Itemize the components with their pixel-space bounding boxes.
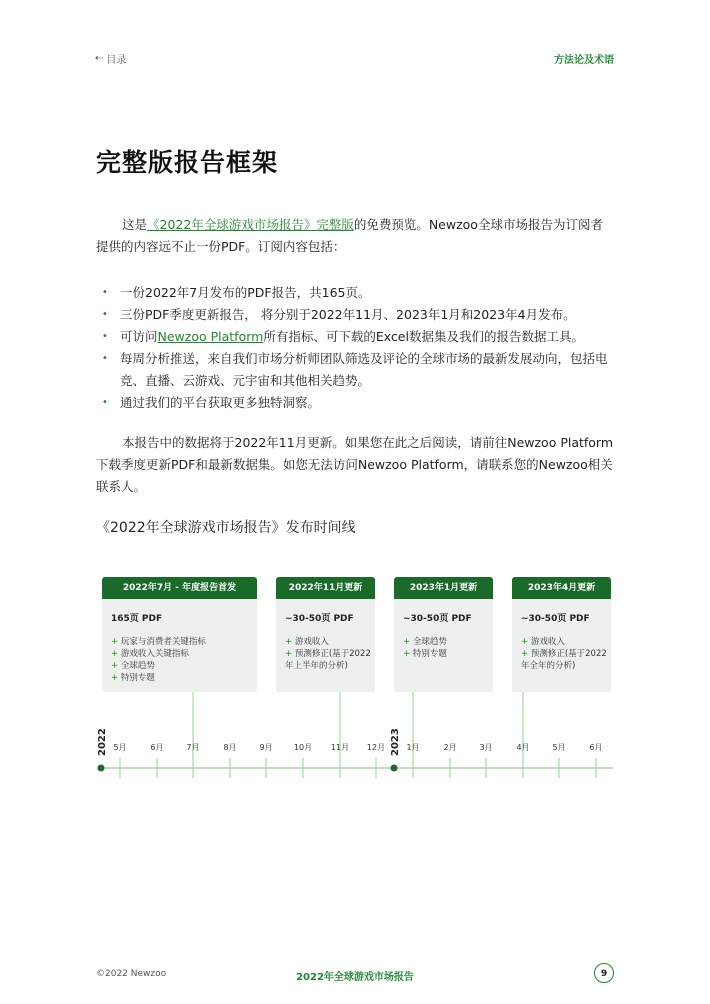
card-header: 2022年7月 - 年度报告首发 [102,577,257,599]
year-start-dot [98,765,105,772]
card-item-text: 特别专题 [412,649,447,659]
card-items [403,636,493,660]
card-item [521,636,611,648]
copyright: ©2022 Newzoo [96,969,167,979]
month-label: 1月 [406,743,420,752]
footer-report-title: 2022年全球游戏市场报告 [296,972,414,983]
month-label: 3月 [479,743,493,752]
list-item [100,326,616,348]
month-label: 11月 [330,743,350,752]
plus-icon: + [111,637,121,647]
bullet-icon: • [102,287,108,298]
plus-icon: + [403,637,413,647]
card-item-text: 玩家与消费者关键指标 [120,637,206,647]
plus-icon: + [111,673,121,683]
list-item-text: 所有指标、可下载的Excel数据集及我们的报告数据工具。 [263,329,584,344]
card-item [111,672,257,684]
bullet-icon: • [102,309,108,320]
card-size: 165页 PDF [111,614,163,624]
card-item-text: 全球趋势 [120,661,155,671]
timeline-title: 《2022年全球游戏市场报告》发布时间线 [96,520,356,536]
card-items [111,636,257,684]
card-item-text: 预测修正(基于2022年上半年的分析) [285,649,371,671]
plus-icon: + [521,637,531,647]
list-item-text: 一份2022年7月发布的PDF报告，共165页。 [120,285,371,300]
month-label: 6月 [150,743,164,752]
month-label: 8月 [223,743,237,752]
full-report-link[interactable]: 《2022年全球游戏市场报告》完整版 [147,217,354,232]
plus-icon: + [403,649,413,659]
timeline-card [102,577,257,692]
list-item-text: 每周分析推送，来自我们市场分析师团队筛选及评论的全球市场的最新发展动向，包括电竞、直播、云游戏、元宇宙和其他相关趋势。 [120,351,608,388]
card-item-text: 特别专题 [120,673,155,683]
card-item-text: 游戏收入 [294,637,329,647]
list-item [100,348,616,392]
page-number: 9 [594,963,614,983]
month-label: 9月 [259,743,273,752]
card-item [403,636,493,648]
card-item [111,648,257,660]
month-label: 6月 [589,743,603,752]
card-item [111,636,257,648]
back-to-contents-link[interactable] [95,51,126,66]
intro-rest: 的免费预览。Newzoo全球市场报告为订阅者提供的内容远不止一份PDF。订阅内容包括： [96,217,603,254]
month-label: 12月 [366,743,386,752]
intro-paragraph [96,214,614,258]
section-link[interactable]: 方法论及术语 [554,55,614,66]
year-label: 2023 [390,728,401,756]
list-item [100,392,616,414]
page-title: 完整版报告框架 [96,148,279,177]
card-item [285,636,375,648]
month-label: 2月 [443,743,457,752]
card-item-text: 全球趋势 [412,637,447,647]
plus-icon: + [111,661,121,671]
timeline-axis [0,690,710,790]
card-item-text: 游戏收入关键指标 [120,649,189,659]
year-start-dot [391,765,398,772]
subscription-list [100,282,616,414]
card-size: ~30-50页 PDF [403,614,472,624]
list-item [100,304,616,326]
month-label: 5月 [552,743,566,752]
month-label: 10月 [293,743,313,752]
list-item [100,282,616,304]
arrow-left-icon: ⇠ [95,53,104,64]
year-label: 2022 [97,728,108,756]
list-item-text: 可访问 [120,329,158,344]
bullet-icon: • [102,331,108,342]
intro-lead: 这是 [122,217,148,232]
bullet-icon: • [102,397,108,408]
month-label: 4月 [516,743,530,752]
card-item [285,648,375,672]
newzoo-platform-link[interactable]: Newzoo Platform [157,329,264,344]
card-item-text: 预测修正(基于2022年全年的分析) [521,649,607,671]
card-items [521,636,611,672]
card-header: 2022年11月更新 [276,577,375,599]
card-item [521,648,611,672]
timeline-card [276,577,375,692]
list-item-text: 通过我们的平台获取更多独特洞察。 [120,395,321,410]
plus-icon: + [521,649,531,659]
month-label: 7月 [186,743,200,752]
card-size: ~30-50页 PDF [285,614,354,624]
bullet-icon: • [102,353,108,364]
card-size: ~30-50页 PDF [521,614,590,624]
back-label: 目录 [106,55,127,66]
card-header: 2023年4月更新 [512,577,611,599]
card-items [285,636,375,672]
timeline-card [394,577,493,692]
card-header: 2023年1月更新 [394,577,493,599]
card-item-text: 游戏收入 [530,637,565,647]
plus-icon: + [285,649,295,659]
card-item [403,648,493,660]
update-note: 本报告中的数据将于2022年11月更新。如果您在此之后阅读，请前往Newzoo Platform下载季度更新PDF和最新数据集。如您无法访问Newzoo Platform，请联系您的Newzoo相关联系人。 [96,435,614,494]
plus-icon: + [285,637,295,647]
list-item-text: 三份PDF季度更新报告， 将分别于2022年11月、2023年1月和2023年4月发布。 [120,307,576,322]
plus-icon: + [111,649,121,659]
timeline-card [512,577,611,692]
card-item [111,660,257,672]
month-label: 5月 [113,743,127,752]
